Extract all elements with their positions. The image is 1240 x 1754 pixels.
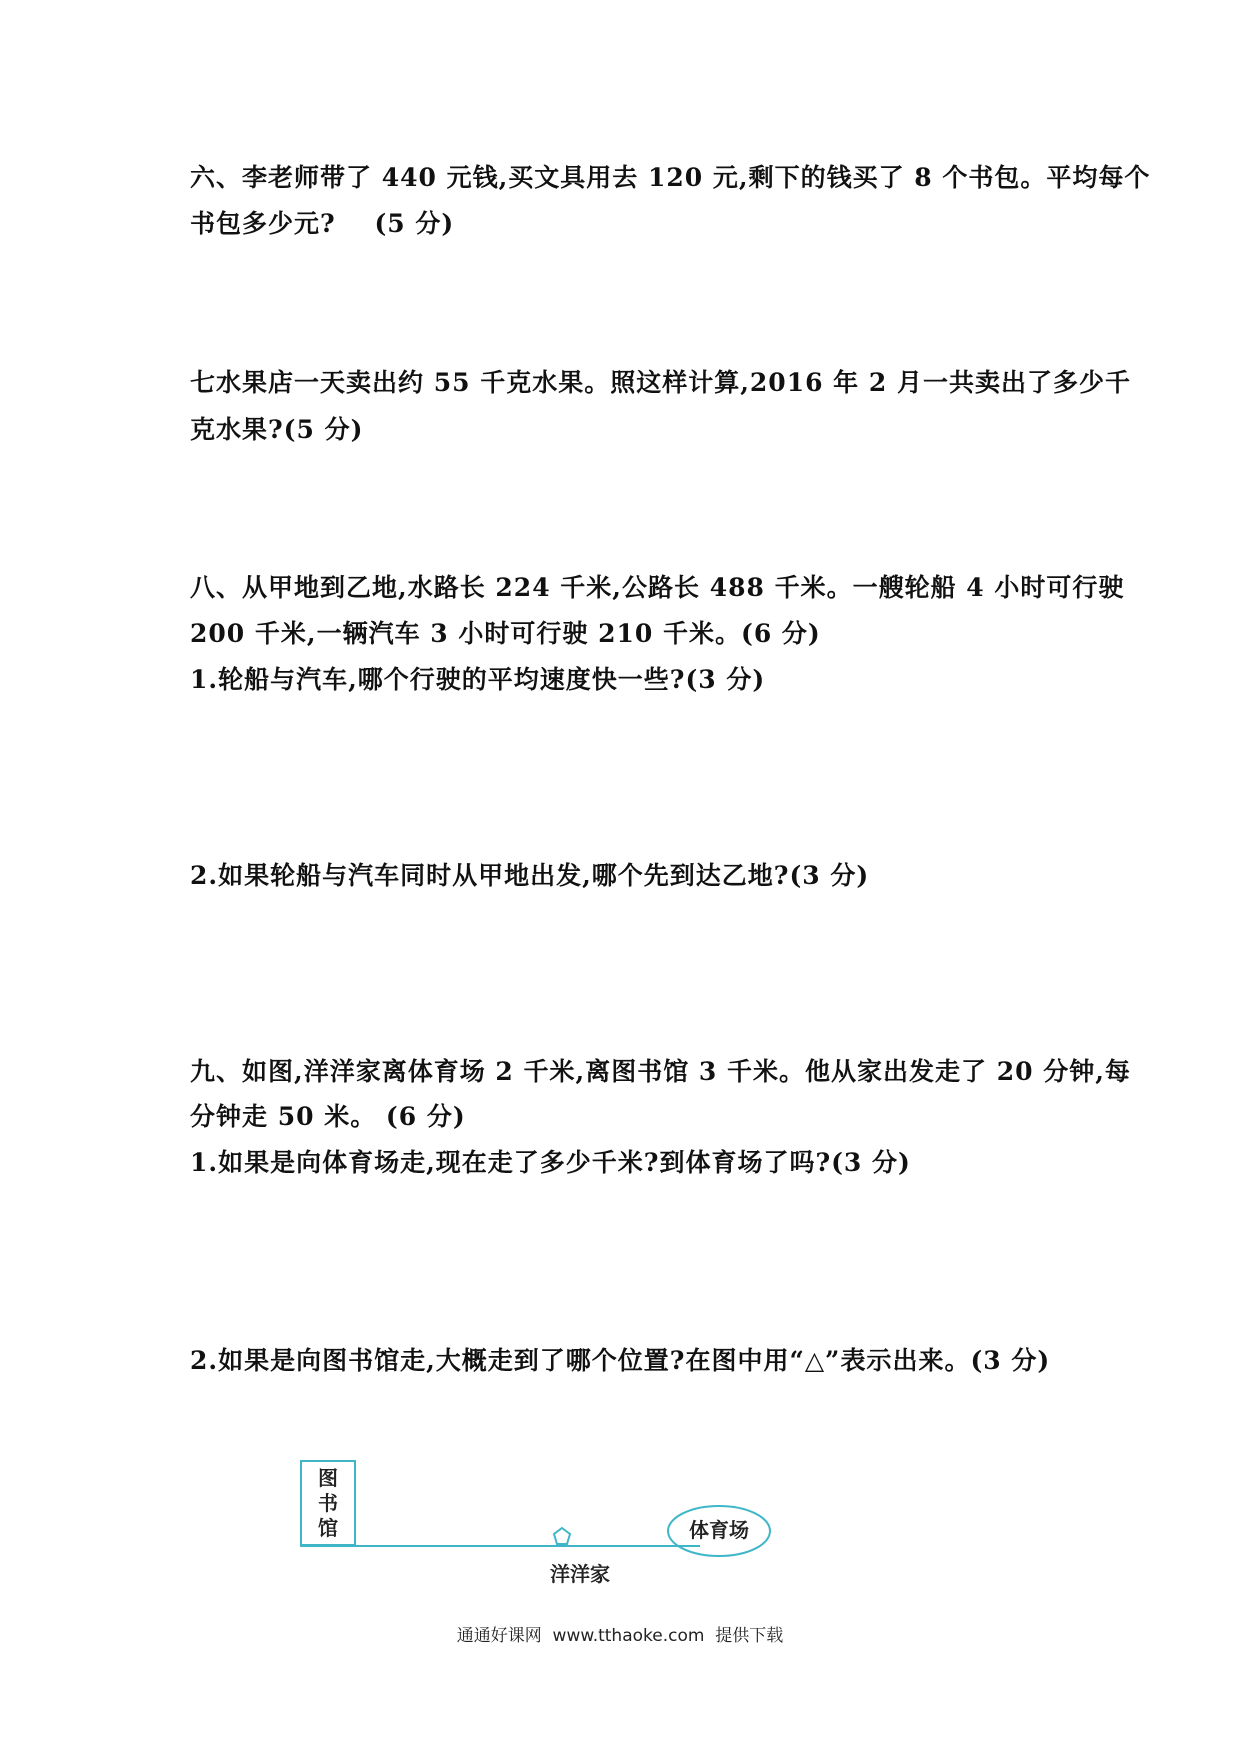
library-char-2: 书 <box>318 1490 338 1515</box>
q8-sub1: 1.轮船与汽车,哪个行驶的平均速度快一些?(3 分) <box>190 665 766 694</box>
q8-line2: 200 千米,一辆汽车 3 小时可行驶 210 千米。(6 分) <box>190 619 821 648</box>
footer-credit: 通通好课网 www.tthaoke.com 提供下载 <box>456 1626 784 1646</box>
q7-line1: 七水果店一天卖出约 55 千克水果。照这样计算,2016 年 2 月一共卖出了多少千 <box>190 368 1131 397</box>
q9-sub2: 2.如果是向图书馆走,大概走到了哪个位置?在图中用“△”表示出来。(3 分) <box>190 1346 1051 1375</box>
library-box <box>300 1460 356 1546</box>
q7-line2: 克水果?(5 分) <box>190 415 364 444</box>
pentagon-icon <box>554 1528 570 1544</box>
q8-sub2: 2.如果轮船与汽车同时从甲地出发,哪个先到达乙地?(3 分) <box>190 861 870 890</box>
q9-sub1: 1.如果是向体育场走,现在走了多少千米?到体育场了吗?(3 分) <box>190 1148 911 1177</box>
q6-line2: 书包多少元? (5 分) <box>190 209 455 238</box>
library-char-3: 馆 <box>318 1515 338 1540</box>
q9-line1: 九、如图,洋洋家离体育场 2 千米,离图书馆 3 千米。他从家出发走了 20 分钟,每 <box>190 1057 1131 1086</box>
q8-line1: 八、从甲地到乙地,水路长 224 千米,公路长 488 千米。一艘轮船 4 小时可行驶 <box>190 573 1125 602</box>
library-char-1: 图 <box>318 1465 338 1490</box>
q6-line1: 六、李老师带了 440 元钱,买文具用去 120 元,剩下的钱买了 8 个书包。平均每个 <box>190 163 1151 192</box>
stadium-label: 体育场 <box>689 1518 749 1542</box>
home-label: 洋洋家 <box>550 1562 610 1586</box>
q9-line2: 分钟走 50 米。 (6 分) <box>190 1102 466 1131</box>
